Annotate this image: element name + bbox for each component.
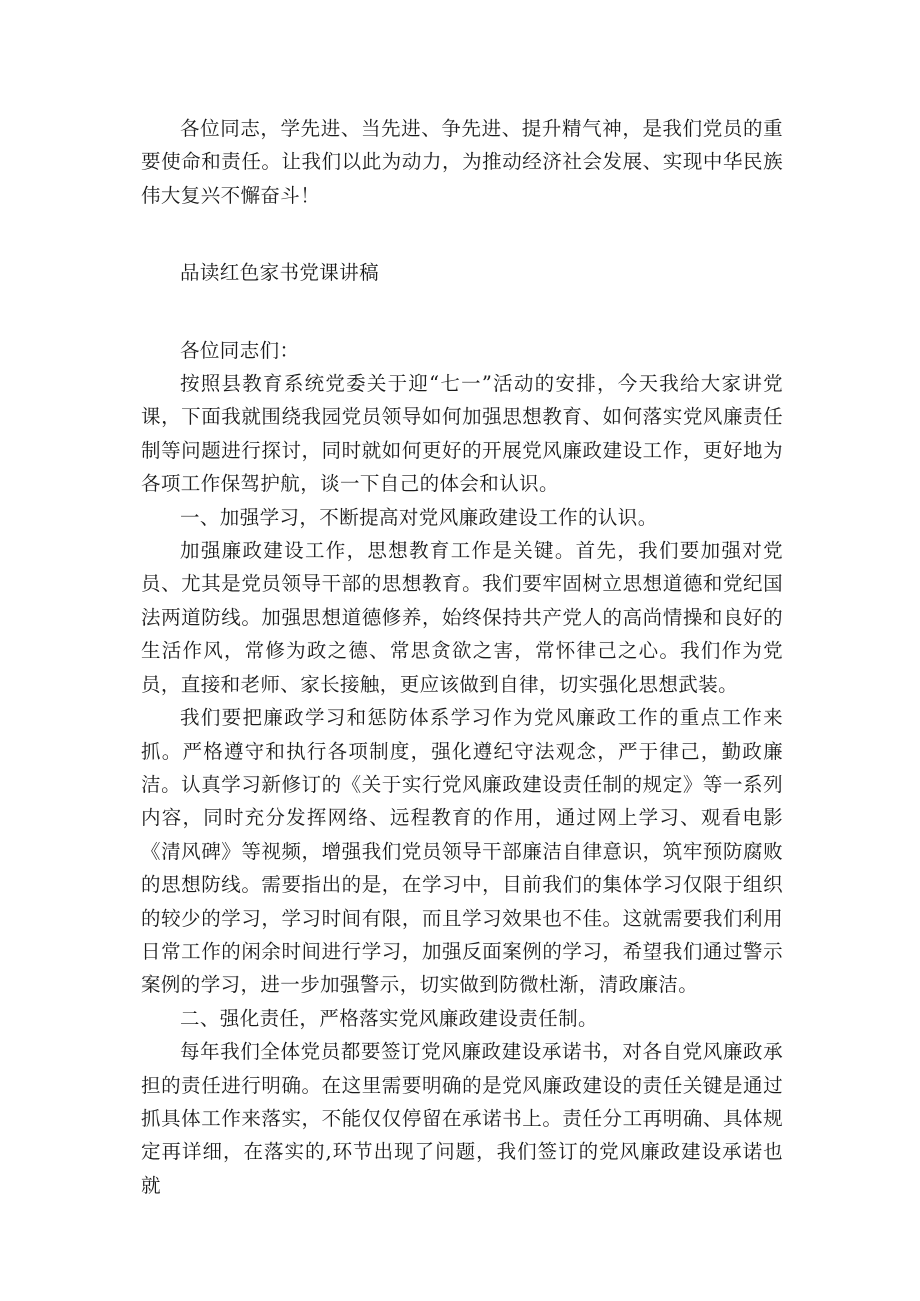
paragraph: 加强廉政建设工作，思想教育工作是关键。首先，我们要加强对党员、尤其是党员领导干部的思想教育。我们要牢固树立思想道德和党纪国法两道防线。加强思想道德修养，始终保持共产党人的高尚情操和良好的生活作风，常修为政之德、常思贪欲之害，常怀律己之心。我们作为党员，直接和老师、家长接触，更应该做到自律，切实强化思想武装。 — [141, 539, 783, 696]
paragraph: 按照县教育系统党委关于迎“七一”活动的安排，今天我给大家讲党课，下面我就围绕我园党员领导如何加强思想教育、如何落实党风廉责任制等问题进行探讨，同时就如何更好的开展党风廉政建设工作，更好地为各项工作保驾护航，谈一下自己的体会和认识。 — [141, 372, 783, 496]
document-title: 品读红色家书党课讲稿 — [180, 261, 380, 285]
document-body — [141, 112, 783, 1202]
section-heading: 二、强化责任，严格落实党风廉政建设责任制。 — [180, 1006, 598, 1030]
salutation: 各位同志们： — [180, 338, 300, 362]
section-heading: 一、加强学习，不断提高对党风廉政建设工作的认识。 — [180, 505, 658, 529]
paragraph: 每年我们全体党员都要签订党风廉政建设承诺书，对各自党风廉政承担的责任进行明确。在这里需要明确的是党风廉政建设的责任关键是通过抓具体工作来落实，不能仅仅停留在承诺书上。责任分工再明确、具体规定再详细，在落实的,环节出现了问题，我们签订的党风廉政建设承诺也就 — [141, 1040, 783, 1197]
intro-paragraph: 各位同志，学先进、当先进、争先进、提升精气神，是我们党员的重要使命和责任。让我们以此为动力，为推动经济社会发展、实现中华民族伟大复兴不懈奋斗！ — [141, 117, 783, 207]
paragraph: 我们要把廉政学习和惩防体系学习作为党风廉政工作的重点工作来抓。严格遵守和执行各项制度，强化遵纪守法观念，严于律己，勤政廉洁。认真学习新修订的《关于实行党风廉政建设责任制的规定》等一系列内容，同时充分发挥网络、远程教育的作用，通过网上学习、观看电影《清风碑》等视频，增强我们党员领导干部廉洁自律意识，筑牢预防腐败的思想防线。需要指出的是，在学习中，目前我们的集体学习仅限于组织的较少的学习，学习时间有限，而且学习效果也不佳。这就需要我们利用日常工作的闲余时间进行学习，加强反面案例的学习，希望我们通过警示案例的学习，进一步加强警示，切实做到防微杜渐，清政廉洁。 — [141, 706, 783, 997]
